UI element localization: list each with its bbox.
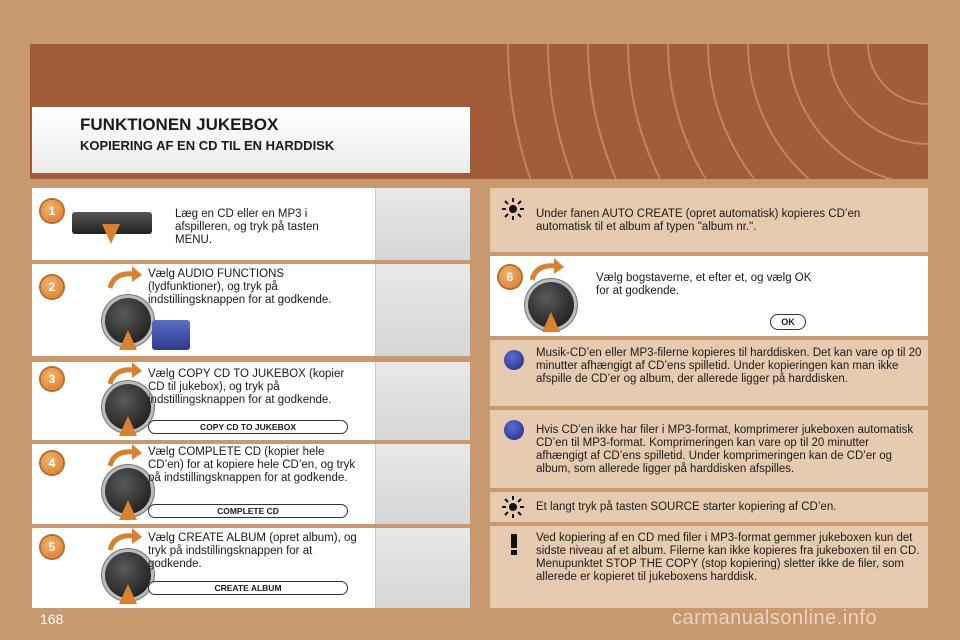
tip-text: Et langt tryk på tasten SOURCE starter kopiering af CD’en. — [536, 501, 837, 513]
step-text: Vælg bogstaverne, et efter et, og vælg OK for at godkende. — [596, 272, 812, 297]
warning-exclamation-icon — [504, 534, 524, 556]
press-arrow-icon — [119, 584, 137, 604]
insert-arrow-icon — [102, 224, 120, 244]
radio-panel-icon — [375, 188, 470, 260]
press-arrow-icon — [119, 330, 137, 350]
step-number-badge: 4 — [41, 452, 63, 474]
radio-panel-icon — [375, 528, 470, 608]
press-arrow-icon — [119, 416, 137, 436]
warning-box — [490, 526, 928, 608]
radio-panel-icon — [375, 264, 470, 356]
step-3 — [32, 362, 470, 440]
page-subtitle: KOPIERING AF EN CD TIL EN HARDDISK — [80, 138, 335, 153]
tip-auto-create — [490, 188, 928, 252]
step-text: Vælg CREATE ALBUM (opret album), og tryk på indstillingsknappen for at godkende. — [148, 532, 357, 570]
tip-sun-icon — [502, 198, 524, 220]
step-2 — [32, 264, 470, 356]
watermark: carmanualsonline.info — [672, 607, 878, 629]
create-album-button[interactable]: CREATE ALBUM — [148, 581, 348, 595]
rotate-arrow-icon — [108, 362, 142, 386]
radio-panel-icon — [375, 444, 470, 524]
press-arrow-icon — [542, 312, 560, 332]
step-text: Vælg COMPLETE CD (kopier hele CD’en) for at kopiere hele CD’en, og tryk på indstillingsknappen for at godkende. — [148, 446, 356, 484]
step-number-badge: 2 — [41, 276, 63, 298]
step-number-badge: 6 — [499, 266, 521, 288]
page-title: FUNKTIONEN JUKEBOX — [80, 115, 279, 134]
title-box — [32, 107, 470, 173]
step-number-badge: 5 — [41, 536, 63, 558]
info-bullet-icon — [504, 420, 524, 440]
tip-source — [490, 492, 928, 522]
info-copy-duration — [490, 340, 928, 406]
rotate-arrow-icon — [530, 258, 564, 282]
info-compression — [490, 410, 928, 488]
ok-button[interactable]: OK — [770, 314, 806, 330]
audio-functions-icon — [152, 320, 190, 350]
step-text: Læg en CD eller en MP3 i afspilleren, og tryk på tasten MENU. — [175, 208, 319, 246]
info-text: Musik-CD’en eller MP3-filerne kopieres til harddisken. Det kan vare op til 20 minutter afhængigt af CD’ens spilletid. Under kopieringen kan man ikke afspille de CD’er og album, der allerede ligger på harddisken. — [536, 347, 922, 385]
info-bullet-icon — [504, 350, 524, 370]
step-5 — [32, 528, 470, 608]
step-number-badge: 3 — [41, 368, 63, 390]
press-arrow-icon — [119, 500, 137, 520]
rotate-arrow-icon — [108, 528, 142, 552]
warning-text: Ved kopiering af en CD med filer i MP3-format gemmer jukeboxen kun det sidste niveau af et album. Filerne kan ikke kopieres fra jukeboxen til en CD. Menupunktet STOP THE COPY (stop kopiering) sletter ikke de filer, som allerede er kopieret til jukeboxens harddisk. — [536, 532, 920, 583]
page-number: 168 — [40, 611, 64, 627]
tip-text: Under fanen AUTO CREATE (opret automatisk) kopieres CD’en automatisk til et album af typen "album nr.". — [536, 208, 861, 233]
step-6 — [490, 256, 928, 336]
complete-cd-button[interactable]: COMPLETE CD — [148, 504, 348, 518]
step-4 — [32, 444, 470, 524]
radio-panel-icon — [375, 362, 470, 440]
step-text: Vælg COPY CD TO JUKEBOX (kopier CD til jukebox), og tryk på indstillingsknappen for at godkende. — [148, 368, 345, 406]
step-text: Vælg AUDIO FUNCTIONS (lydfunktioner), og tryk på indstillingsknappen for at godkende. — [148, 268, 332, 306]
step-1 — [32, 188, 470, 260]
rotate-arrow-icon — [108, 444, 142, 468]
step-number-badge: 1 — [41, 200, 63, 222]
tip-sun-icon — [502, 496, 524, 518]
info-text: Hvis CD’en ikke har filer i MP3-format, komprimerer jukeboxen automatisk CD’en til MP3-format. Komprimeringen kan vare op til 20 minutter afhængigt af CD’ens spilletid. Under komprimeringen kan de CD’er og album, som allerede ligger på harddisken afspilles. — [536, 424, 914, 475]
rotate-arrow-icon — [108, 266, 142, 290]
copy-cd-to-jukebox-button[interactable]: COPY CD TO JUKEBOX — [148, 420, 348, 434]
